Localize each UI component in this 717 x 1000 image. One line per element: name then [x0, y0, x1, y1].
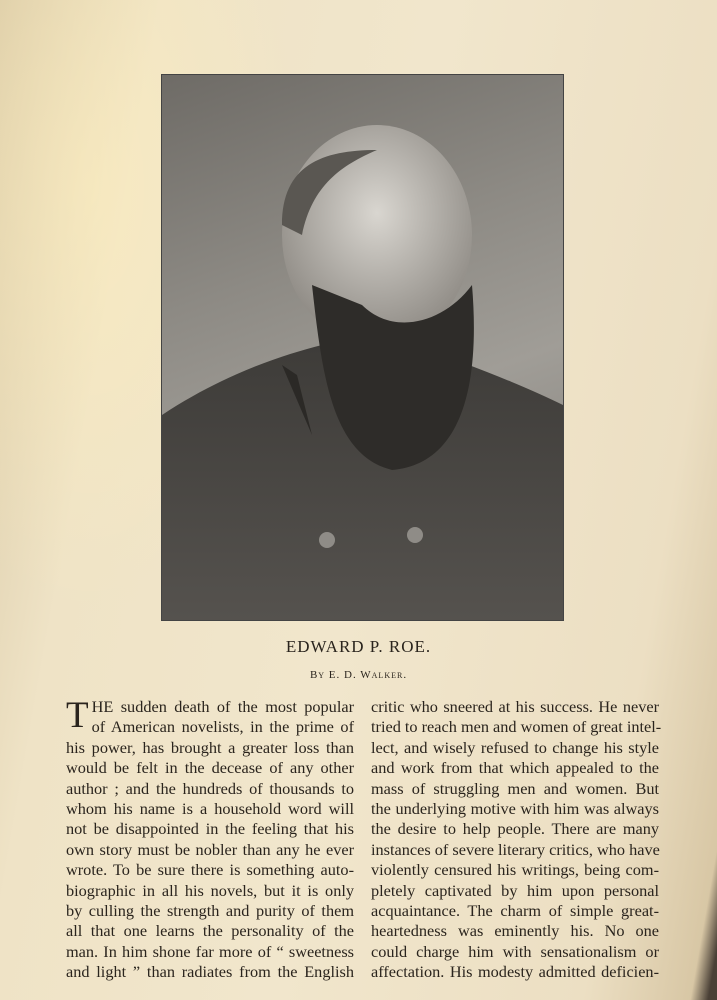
left-column [66, 697, 354, 983]
text-line: and light ” than radiates from the English [66, 962, 354, 982]
text-line: of American novelists, in the prime of [91, 717, 354, 737]
text-line: mass of struggling men and women. But [371, 778, 659, 798]
text-line: heartedness was eminently his. No one [371, 921, 659, 941]
text-line: pletely captivated by him upon personal [371, 880, 659, 900]
text-line: the underlying motive with him was always [371, 799, 659, 819]
text-line: author ; and the hundreds of thousands to [66, 778, 354, 798]
text-line: acquaintance. The charm of simple great- [371, 901, 659, 921]
article-byline: By E. D. Walker. [309, 669, 408, 681]
right-column [371, 697, 662, 983]
text-line: the desire to help people. There are many [371, 819, 659, 839]
text-line: biographic in all his novels, but it is only [66, 880, 354, 900]
drop-cap: T [66, 695, 89, 736]
text-line: whom his name is a household word will [66, 799, 354, 819]
text-line: affectation. His modesty admitted deficien- [371, 962, 659, 982]
text-line: his power, has brought a greater loss than [66, 737, 354, 757]
text-line: all that one learns the personality of the [66, 921, 354, 941]
text-line: and work from that which appealed to the [371, 758, 659, 778]
text-line: could charge him with sensationalism or [371, 941, 659, 961]
text-line: lect, and wisely refused to change his style [371, 737, 659, 757]
text-line: HE sudden death of the most popular [91, 697, 354, 716]
text-line: critic who sneered at his success. He never [371, 697, 659, 716]
text-line: by culling the strength and purity of them [66, 901, 354, 921]
article-title: EDWARD P. ROE. [285, 637, 432, 656]
text-line: would be felt in the decease of any other [66, 758, 354, 778]
text-line: own story must be nobler than any he ever [66, 839, 354, 859]
text-line: not be disappointed in the feeling that his [66, 819, 354, 839]
text-line: instances of severe literary critics, who have [371, 839, 660, 859]
portrait-engraving [162, 75, 563, 620]
text-line: violently censured his writings, being com- [371, 860, 659, 880]
text-line: man. In him shone far more of “ sweetness [66, 941, 354, 961]
text-line: tried to reach men and women of great intel- [371, 717, 662, 737]
text-line: wrote. To be sure there is something auto- [66, 860, 354, 880]
